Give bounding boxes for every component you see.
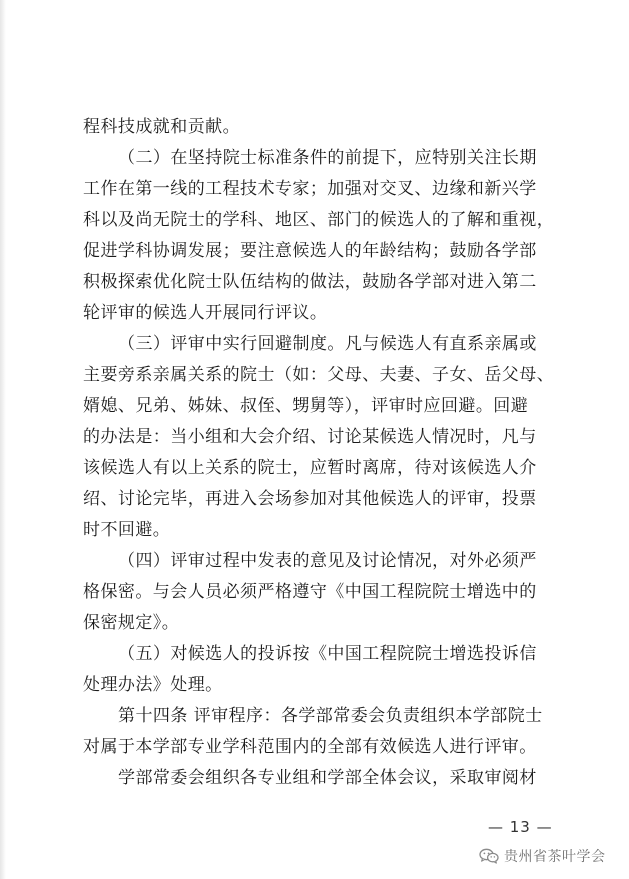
text-line: 促进学科协调发展；要注意候选人的年龄结构；鼓励各学部 (83, 241, 537, 261)
text-line: 的办法是：当小组和大会介绍、讨论某候选人情况时，凡与 (83, 427, 537, 447)
text-line: 第十四条 评审程序：各学部常委会负责组织本学部院士 (118, 706, 543, 726)
text-line: （五）对候选人的投诉按《中国工程院院士增选投诉信 (118, 644, 537, 664)
text-line: 科以及尚无院士的学科、地区、部门的候选人的了解和重视， (83, 210, 555, 230)
wechat-icon (479, 848, 499, 864)
watermark-text: 贵州省茶叶学会 (504, 849, 606, 865)
document-body (83, 112, 553, 794)
text-line: （三）评审中实行回避制度。凡与候选人有直系亲属或 (118, 334, 537, 354)
text-line: 积极探索优化院士队伍结构的做法，鼓励各学部对进入第二 (83, 272, 537, 292)
page-number: — 13 — (488, 818, 553, 836)
text-line: 处理办法》处理。 (83, 675, 223, 695)
text-line: 婿媳、兄弟、姊妹、叔侄、甥舅等），评审时应回避。回避 (83, 396, 529, 416)
text-line: 轮评审的候选人开展同行评议。 (83, 303, 328, 323)
text-line: 主要旁系亲属关系的院士（如：父母、夫妻、子女、岳父母、 (83, 365, 555, 385)
text-line: 保密规定》。 (83, 613, 180, 633)
text-line: 格保密。与会人员必须严格遵守《中国工程院院士增选中的 (83, 582, 537, 602)
text-line: 学部常委会组织各专业组和学部全体会议，采取审阅材 (118, 768, 537, 788)
watermark (479, 845, 606, 867)
text-line: 时不回避。 (83, 520, 171, 540)
text-line: 对属于本学部专业学科范围内的全部有效候选人进行评审。 (83, 737, 537, 757)
text-line: （四）评审过程中发表的意见及讨论情况，对外必须严 (118, 551, 537, 571)
text-line: （二）在坚持院士标准条件的前提下，应特别关注长期 (118, 148, 537, 168)
page-edge (0, 0, 6, 879)
text-line: 该候选人有以上关系的院士，应暂时离席，待对该候选人介 (83, 458, 537, 478)
text-line: 绍、讨论完毕，再进入会场参加对其他候选人的评审，投票 (83, 489, 537, 509)
text-line: 程科技成就和贡献。 (83, 117, 241, 137)
text-line: 工作在第一线的工程技术专家；加强对交叉、边缘和新兴学 (83, 179, 537, 199)
